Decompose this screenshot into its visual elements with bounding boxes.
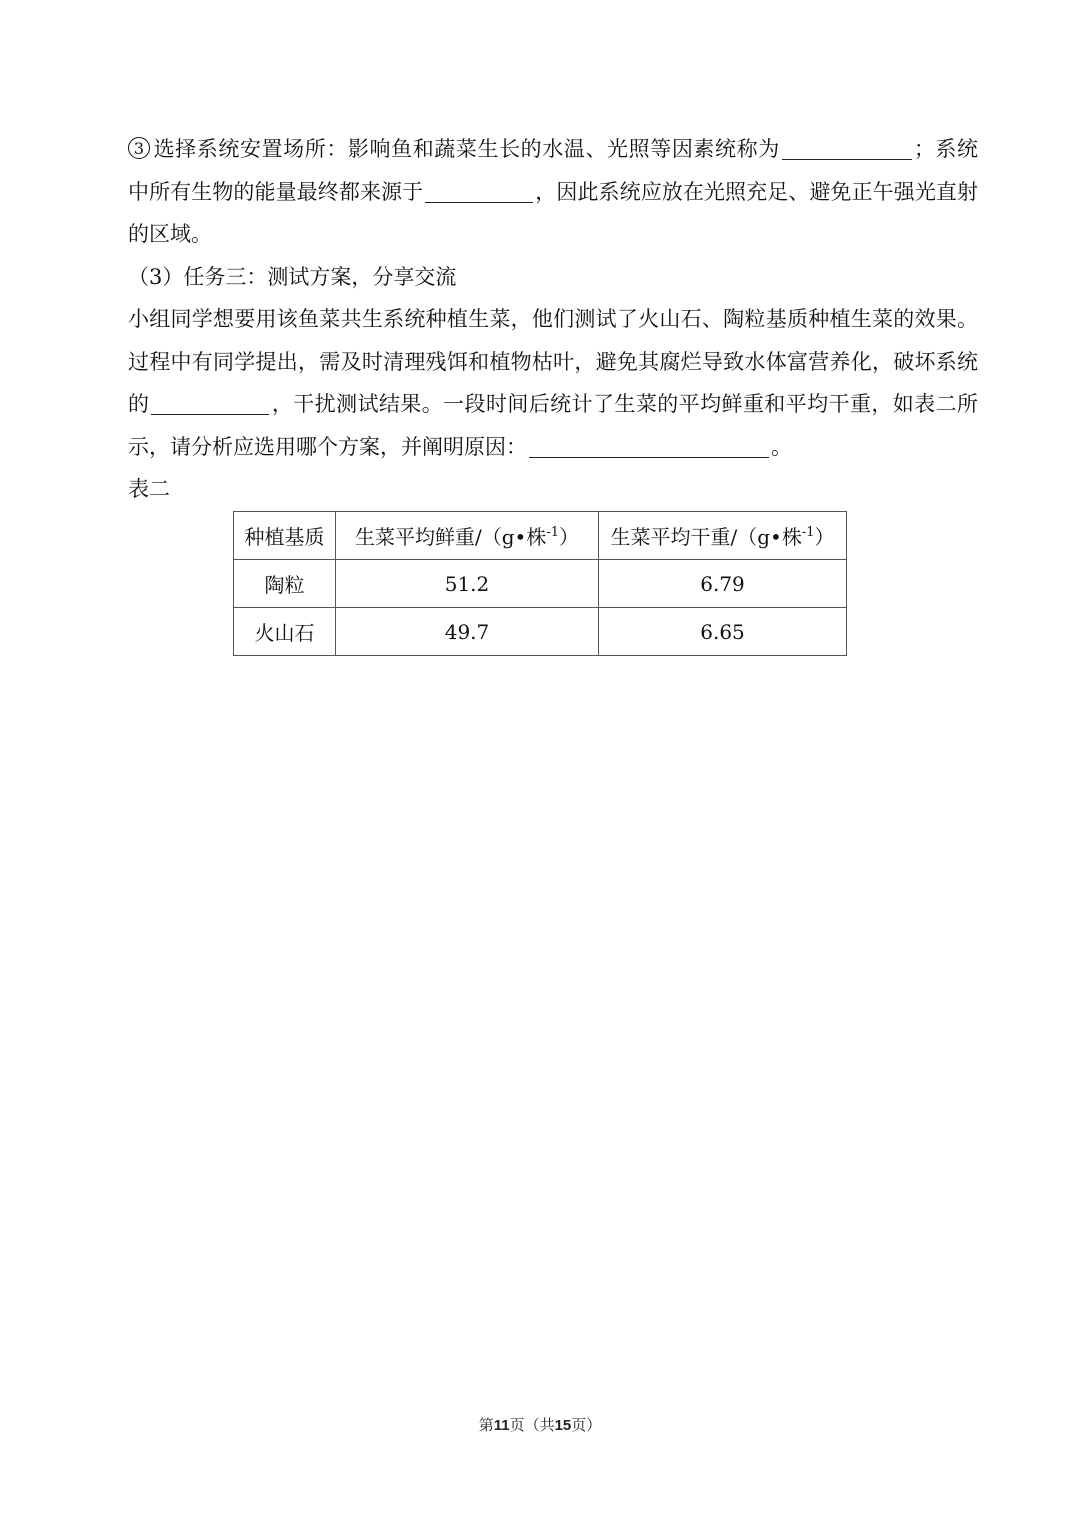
answer-blank-2[interactable] xyxy=(425,178,533,203)
q3-text-part2: ；系统中所有生物的能量最终都来源于 xyxy=(128,137,978,204)
table-cell-fresh-weight: 51.2 xyxy=(336,560,599,608)
table-row xyxy=(234,560,847,608)
table-row xyxy=(234,608,847,656)
page-footer xyxy=(0,1414,1080,1435)
table-header-row xyxy=(234,512,847,560)
header-fresh-text: 生菜平均鲜重/（g•株 xyxy=(354,525,547,549)
task3-paragraph xyxy=(128,298,978,468)
task3-heading: （3）任务三：测试方案，分享交流 xyxy=(128,264,457,289)
table-cell-substrate: 陶粒 xyxy=(234,560,336,608)
table-cell-dry-weight: 6.65 xyxy=(599,608,847,656)
header-dry-text: 生菜平均干重/（g•株 xyxy=(610,525,802,549)
unit-close-paren: ） xyxy=(814,525,835,549)
header-cell-dry-weight xyxy=(599,512,847,560)
footer-total-pages: 15 xyxy=(554,1417,572,1434)
unit-superscript: -1 xyxy=(801,525,815,540)
q3-text-part3: ，因此系统应放在光照充足、避免正午强光直射的区域。 xyxy=(128,179,979,246)
answer-blank-3[interactable] xyxy=(151,390,269,415)
answer-blank-1[interactable] xyxy=(782,135,912,160)
table-cell-dry-weight: 6.79 xyxy=(599,560,847,608)
header-cell-substrate: 种植基质 xyxy=(234,512,336,560)
unit-superscript: -1 xyxy=(546,525,559,540)
footer-page-number: 11 xyxy=(493,1417,510,1434)
footer-suffix: 页） xyxy=(571,1416,602,1434)
question-3-paragraph xyxy=(128,128,978,256)
task3-text-part2: ，干扰测试结果。一段时间后统计了生菜的平均鲜重和平均干重，如表二所示，请分析应选用哪个方案，并阐明原因： xyxy=(128,392,979,459)
table-label: 表二 xyxy=(128,477,170,501)
answer-blank-4[interactable] xyxy=(529,433,769,458)
circled-number: 3 xyxy=(128,137,150,159)
table-cell-fresh-weight: 49.7 xyxy=(336,608,599,656)
results-table xyxy=(233,511,847,656)
task3-text-part3: 。 xyxy=(771,434,792,459)
task3-text-part1: 小组同学想要用该鱼菜共生系统种植生菜，他们测试了火山石、陶粒基质种植生菜的效果。过程中有同学提出，需及时清理残饵和植物枯叶，避免其腐烂导致水体富营养化，破坏系统的 xyxy=(128,307,978,416)
header-cell-fresh-weight xyxy=(336,512,599,560)
unit-close-paren: ） xyxy=(559,525,579,549)
page-content xyxy=(128,128,978,511)
table-cell-substrate: 火山石 xyxy=(234,608,336,656)
footer-prefix: 第 xyxy=(478,1416,494,1434)
q3-text-part1: 选择系统安置场所：影响鱼和蔬菜生长的水温、光照等因素统称为 xyxy=(153,137,780,161)
footer-middle: 页（共 xyxy=(509,1416,555,1434)
